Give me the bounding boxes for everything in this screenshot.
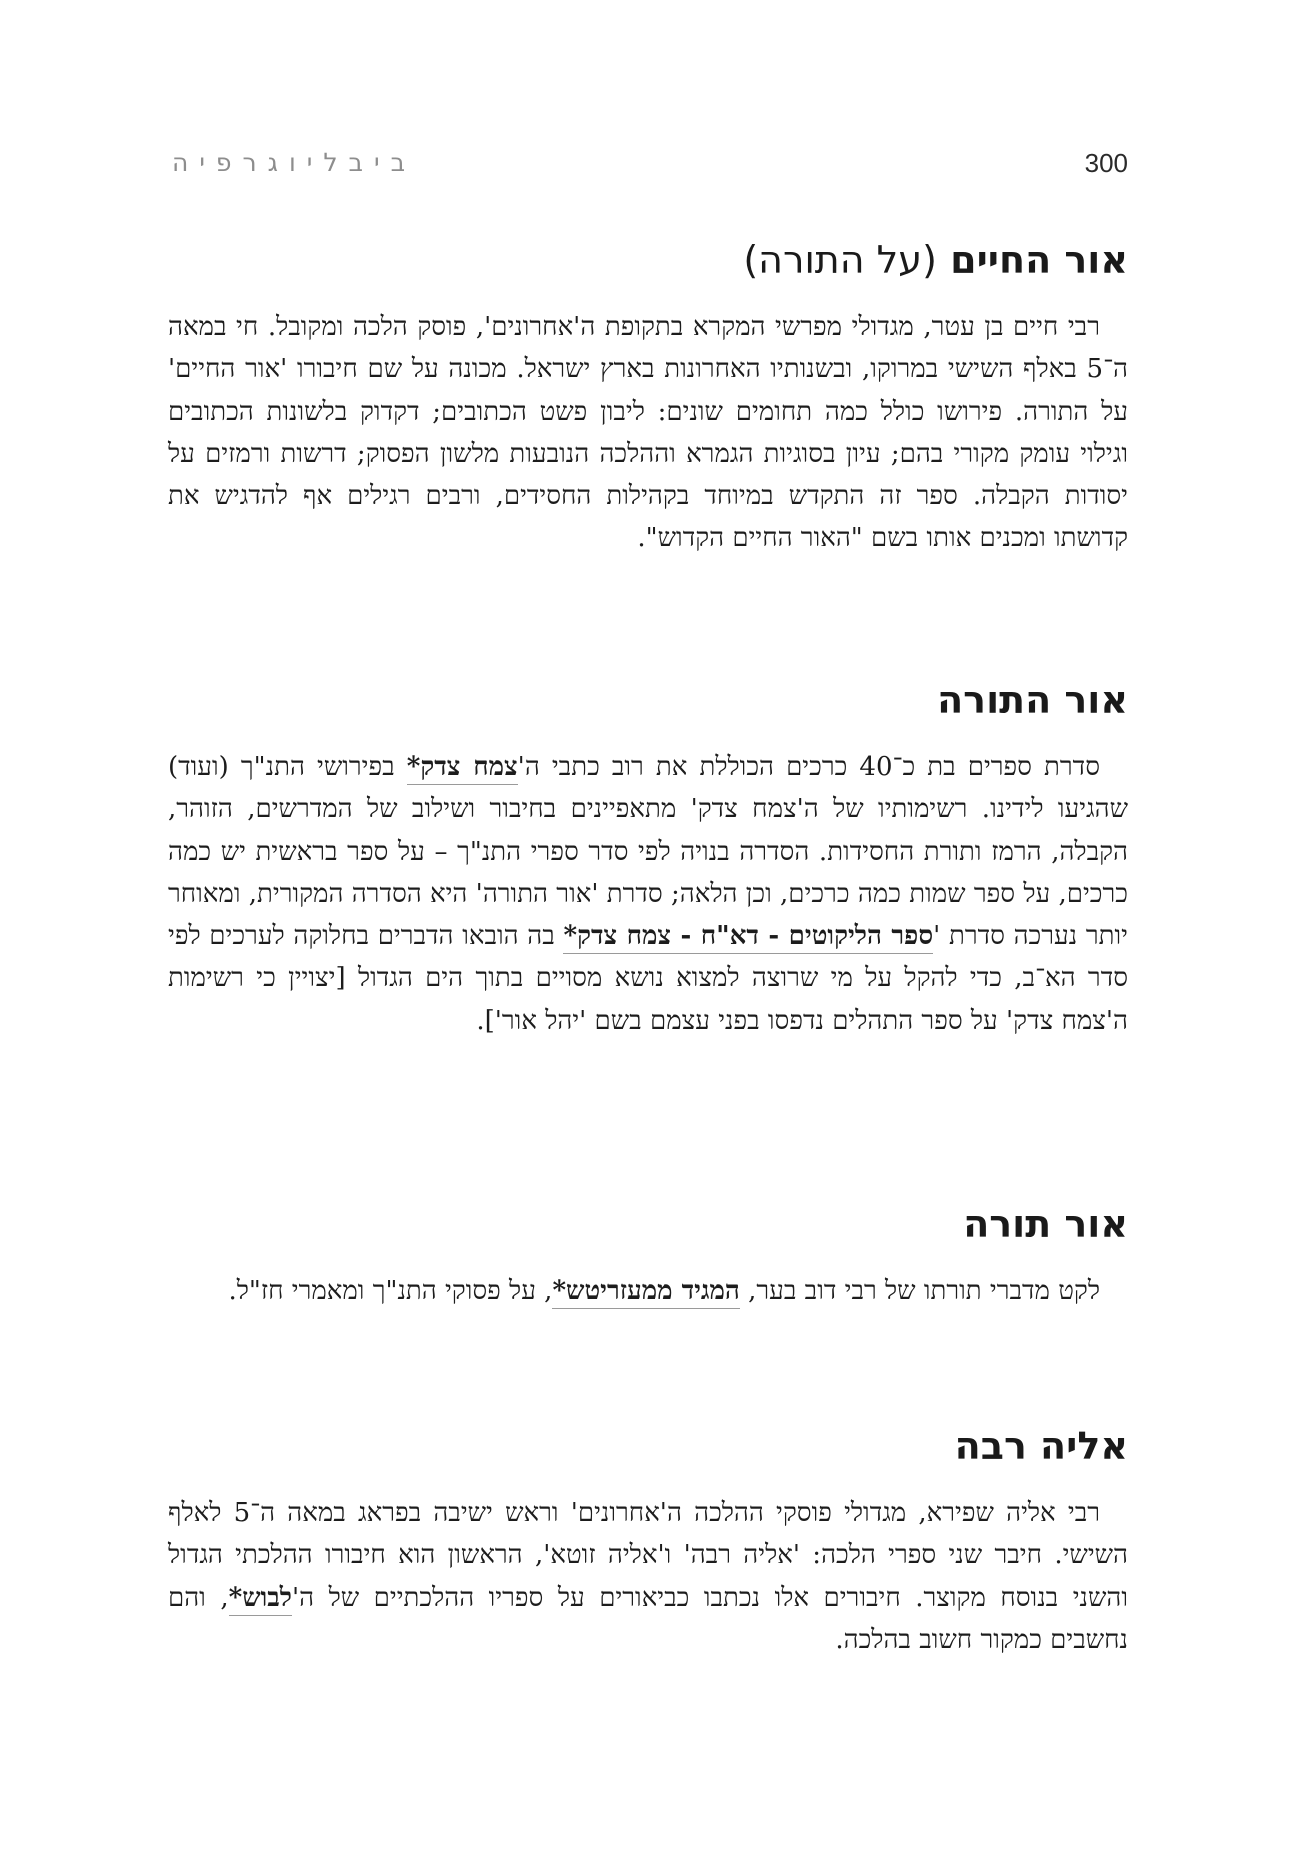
entry-title-parenthetical: (על התורה) bbox=[743, 238, 937, 282]
entry-body: רבי חיים בן עטר, מגדולי מפרשי המקרא בתקופת ה'אחרונים', פוסק הלכה ומקובל. חי במאה ה־5 באלף השישי במרוקו, ובשנותיו האחרונות בארץ ישראל. מכונה על שם חיבורו 'אור החיים' על התורה. פירושו כולל כמה תחומים שונים: ליבון פשט הכתובים; דקדוק בלשונות הכתובים וגילוי עומק מקורי בהם; עיון בסוגיות הגמרא וההלכה הנובעות מלשון הפסוק; דרשות ורמזים על יסודות הקבלה. ספר זה התקדש במיוחד בקהילות החסידים, ורבים רגילים אף להדגיש את קדושתו ומכנים אותו בשם "האור החיים הקדוש". bbox=[168, 312, 1128, 554]
entry-or-hatorah bbox=[168, 674, 1128, 1042]
document-page bbox=[168, 0, 1128, 1855]
cross-reference-link-levush[interactable]: לבוש* bbox=[229, 1583, 292, 1616]
entry-eliyah-rabbah bbox=[168, 1420, 1128, 1661]
cross-reference-link-sefer-halikutim[interactable]: ספר הליקוטים - דא"ח - צמח צדק* bbox=[563, 921, 933, 954]
entry-title: אור התורה bbox=[937, 678, 1128, 722]
cross-reference-link-tzemach-tzedek[interactable]: צמח צדק* bbox=[407, 752, 518, 785]
entry-title bbox=[168, 234, 1128, 286]
cross-reference-link-maggid-mezritch[interactable]: המגיד ממעזריטש* bbox=[552, 1276, 739, 1309]
running-title: ביבליוגרפיה bbox=[172, 148, 417, 177]
entry-title: אליה רבה bbox=[954, 1424, 1128, 1468]
entry-body: סדרת ספרים בת כ־40 כרכים הכוללת את רוב כתבי ה'צמח צדק* בפירושי התנ"ך (ועוד) שהגיעו לידינו. רשימותיו של ה'צמח צדק' מתאפיינים בחיבור ושילוב של המדרשים, הזוהר, הקבלה, הרמז ותורת החסידות. הסדרה בנויה לפי סדר ספרי התנ"ך – על ספר בראשית יש כמה כרכים, על ספר שמות כמה כרכים, וכן הלאה; סדרת 'אור התורה' היא הסדרה המקורית, ומאוחר יותר נערכה סדרת 'ספר הליקוטים - דא"ח - צמח צדק* בה הובאו הדברים בחלוקה לערכים לפי סדר הא־ב, כדי להקל על מי שרוצה למצוא נושא מסויים בתוך הים הגדול [יצויין כי רשימות ה'צמח צדק' על ספר התהלים נדפסו בפני עצמם בשם 'יהל אור']. bbox=[168, 752, 1128, 1036]
running-header bbox=[168, 148, 1128, 188]
entry-body: לקט מדברי תורתו של רבי דוב בער, המגיד ממעזריטש*, על פסוקי התנ"ך ומאמרי חז"ל. bbox=[168, 1270, 1128, 1312]
entry-title: אור תורה bbox=[963, 1202, 1128, 1246]
entry-title-text: אור החיים bbox=[950, 238, 1128, 282]
entry-body: רבי אליה שפירא, מגדולי פוסקי ההלכה ה'אחרונים' וראש ישיבה בפראג במאה ה־5 לאלף השישי. חיבר שני ספרי הלכה: 'אליה רבה' ו'אליה זוטא', הראשון הוא חיבורו ההלכתי הגדול והשני בנוסח מקוצר. חיבורים אלו נכתבו כביאורים על ספריו ההלכתיים של ה'לבוש*, והם נחשבים כמקור חשוב בהלכה. bbox=[168, 1498, 1128, 1655]
page-number: 300 bbox=[1084, 148, 1128, 178]
entry-or-hachaim bbox=[168, 234, 1128, 560]
entry-or-torah bbox=[168, 1198, 1128, 1312]
